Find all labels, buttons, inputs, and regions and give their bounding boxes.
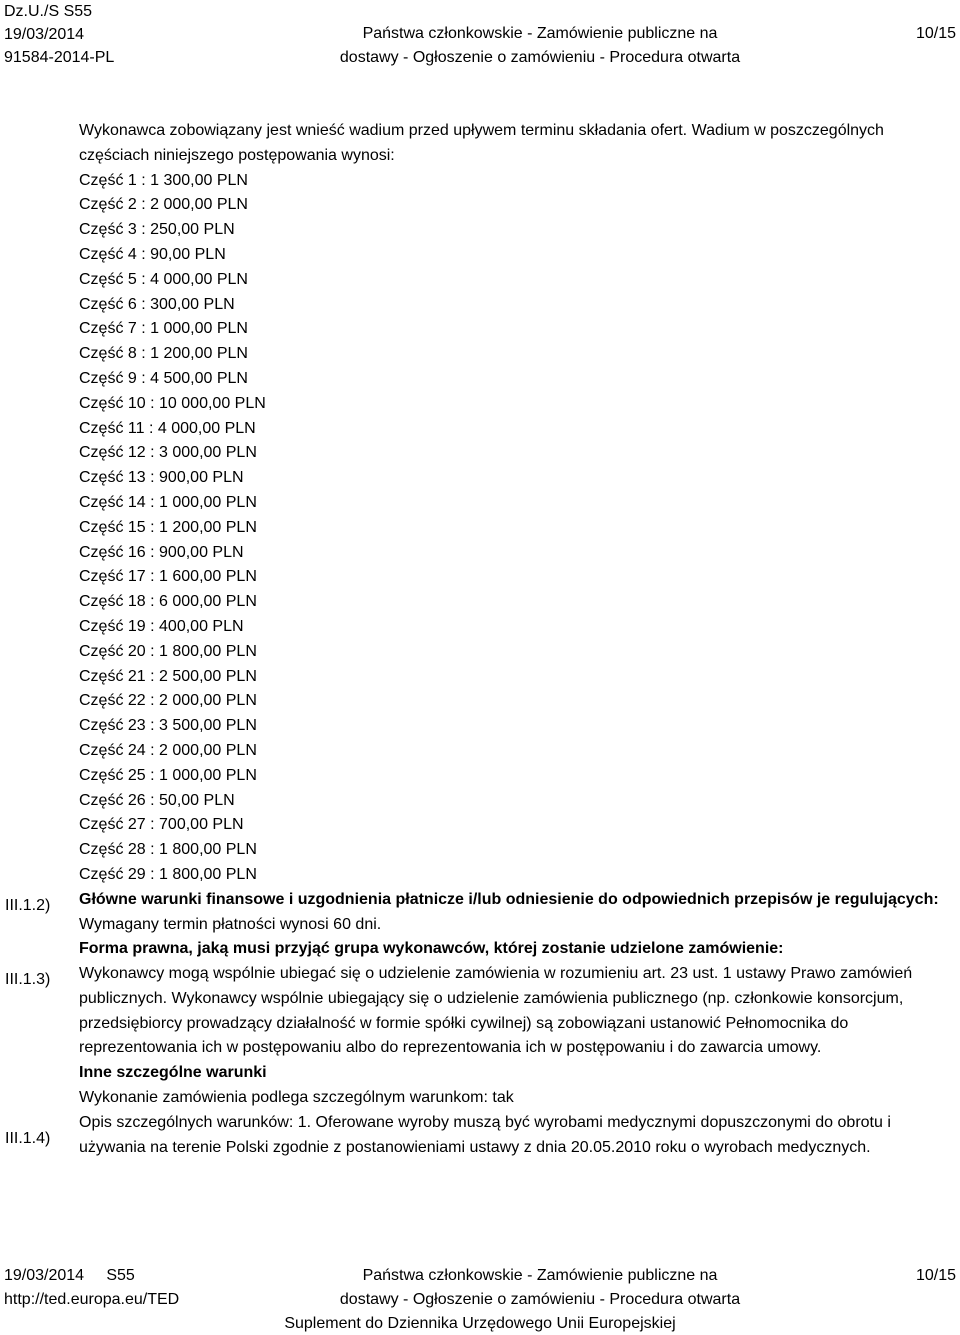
list-item: Część 22 : 2 000,00 PLN [79, 692, 257, 710]
section-number-iii-1-3: III.1.3) [5, 971, 51, 988]
header-date: 19/03/2014 [4, 26, 85, 43]
header-page-number: 10/15 [915, 25, 956, 42]
list-item: Część 3 : 250,00 PLN [79, 221, 235, 239]
footer-date: 19/03/2014 [4, 1267, 85, 1284]
section-paragraph: Opis szczególnych warunków: 1. Oferowane wyroby muszą być wyrobami medycznymi dopuszczonymi do obrotu i używania na terenie Polski zgodnie z postanowieniami ustawy z dnia 20.05.2010 roku o wyrobach medycznych. [79, 1113, 891, 1156]
footer-title-line1: Państwa członkowskie - Zamówienie publiczne na [362, 1267, 718, 1284]
list-item: Część 11 : 4 000,00 PLN [79, 419, 256, 437]
header-journal: Dz.U./S S55 [4, 3, 93, 20]
header-title [240, 22, 840, 70]
section-number-iii-1-2: III.1.2) [5, 897, 51, 914]
intro-paragraph: Wykonawca zobowiązany jest wnieść wadium przed upływem terminu składania ofert. Wadium w poszczególnych częściach niniejszego postępowania wynosi: [79, 122, 884, 164]
footer-series: S55 [106, 1267, 135, 1284]
header-title-line2: dostawy - Ogłoszenie o zamówieniu - Procedura otwarta [339, 49, 741, 66]
list-item: Część 10 : 10 000,00 PLN [79, 394, 266, 412]
footer-page-number: 10/15 [915, 1267, 956, 1284]
list-item: Część 26 : 50,00 PLN [79, 791, 235, 809]
section-heading: Inne szczególne warunki [79, 1064, 267, 1082]
header-left [4, 0, 114, 69]
footer-date-series [4, 1264, 179, 1288]
section-heading: Forma prawna, jaką musi przyjąć grupa wykonawców, której zostanie udzielone zamówienie: [79, 940, 784, 958]
header-title-line1: Państwa członkowskie - Zamówienie publiczne na [362, 25, 718, 42]
list-item: Część 23 : 3 500,00 PLN [79, 717, 257, 735]
header-doc-id: 91584-2014-PL [4, 49, 115, 66]
list-item: Część 9 : 4 500,00 PLN [79, 369, 248, 387]
list-item: Część 28 : 1 800,00 PLN [79, 841, 257, 859]
footer-supplement: Suplement do Dziennika Urzędowego Unii Europejskiej [284, 1315, 676, 1332]
list-item: Część 25 : 1 000,00 PLN [79, 766, 257, 784]
list-item: Część 8 : 1 200,00 PLN [79, 345, 248, 363]
footer-title-line2: dostawy - Ogłoszenie o zamówieniu - Procedura otwarta [339, 1291, 741, 1308]
section-paragraph: Wymagany termin płatności wynosi 60 dni. [79, 915, 382, 933]
list-item: Część 12 : 3 000,00 PLN [79, 444, 257, 462]
list-item: Część 4 : 90,00 PLN [79, 245, 226, 263]
section-iii-1-2 [79, 888, 939, 938]
list-item: Część 27 : 700,00 PLN [79, 816, 244, 834]
section-number-iii-1-4: III.1.4) [5, 1130, 51, 1147]
list-item: Część 18 : 6 000,00 PLN [79, 593, 257, 611]
parts-list [79, 169, 939, 888]
list-item: Część 16 : 900,00 PLN [79, 543, 244, 561]
document-body [79, 119, 939, 1160]
section-heading: Główne warunki finansowe i uzgodnienia płatnicze i/lub odniesienie do odpowiednich przepisów je regulujących: [79, 890, 939, 908]
footer-left [4, 1264, 179, 1312]
list-item: Część 21 : 2 500,00 PLN [79, 667, 257, 685]
list-item: Część 2 : 2 000,00 PLN [79, 196, 248, 214]
list-item: Część 15 : 1 200,00 PLN [79, 518, 257, 536]
list-item: Część 7 : 1 000,00 PLN [79, 320, 248, 338]
list-item: Część 19 : 400,00 PLN [79, 617, 244, 635]
list-item: Część 17 : 1 600,00 PLN [79, 568, 257, 586]
list-item: Część 14 : 1 000,00 PLN [79, 493, 257, 511]
section-paragraph: Wykonawcy mogą wspólnie ubiegać się o udzielenie zamówienia w rozumieniu art. 23 ust. 1 ustawy Prawo zamówień publicznych. Wykonawcy wspólnie ubiegający się o udzielenie zamówienia publicznego (np. członkowie konsorcjum, przedsiębiorcy prowadzący działalność w formie spółki cywilnej) są zobowiązani ustanowić Pełnomocnika do reprezentowania ich w postępowaniu albo do reprezentowania ich w postępowaniu i do zawarcia umowy. [79, 965, 913, 1057]
footer-title [240, 1264, 840, 1312]
list-item: Część 1 : 1 300,00 PLN [79, 171, 248, 189]
list-item: Część 29 : 1 800,00 PLN [79, 865, 257, 883]
list-item: Część 24 : 2 000,00 PLN [79, 741, 257, 759]
section-iii-1-4 [79, 1061, 939, 1160]
section-paragraph: Wykonanie zamówienia podlega szczególnym warunkom: tak [79, 1089, 514, 1107]
list-item: Część 13 : 900,00 PLN [79, 469, 244, 487]
list-item: Część 20 : 1 800,00 PLN [79, 642, 257, 660]
section-iii-1-3 [79, 937, 939, 1061]
list-item: Część 6 : 300,00 PLN [79, 295, 235, 313]
list-item: Część 5 : 4 000,00 PLN [79, 270, 248, 288]
footer-url[interactable]: http://ted.europa.eu/TED [4, 1291, 180, 1308]
